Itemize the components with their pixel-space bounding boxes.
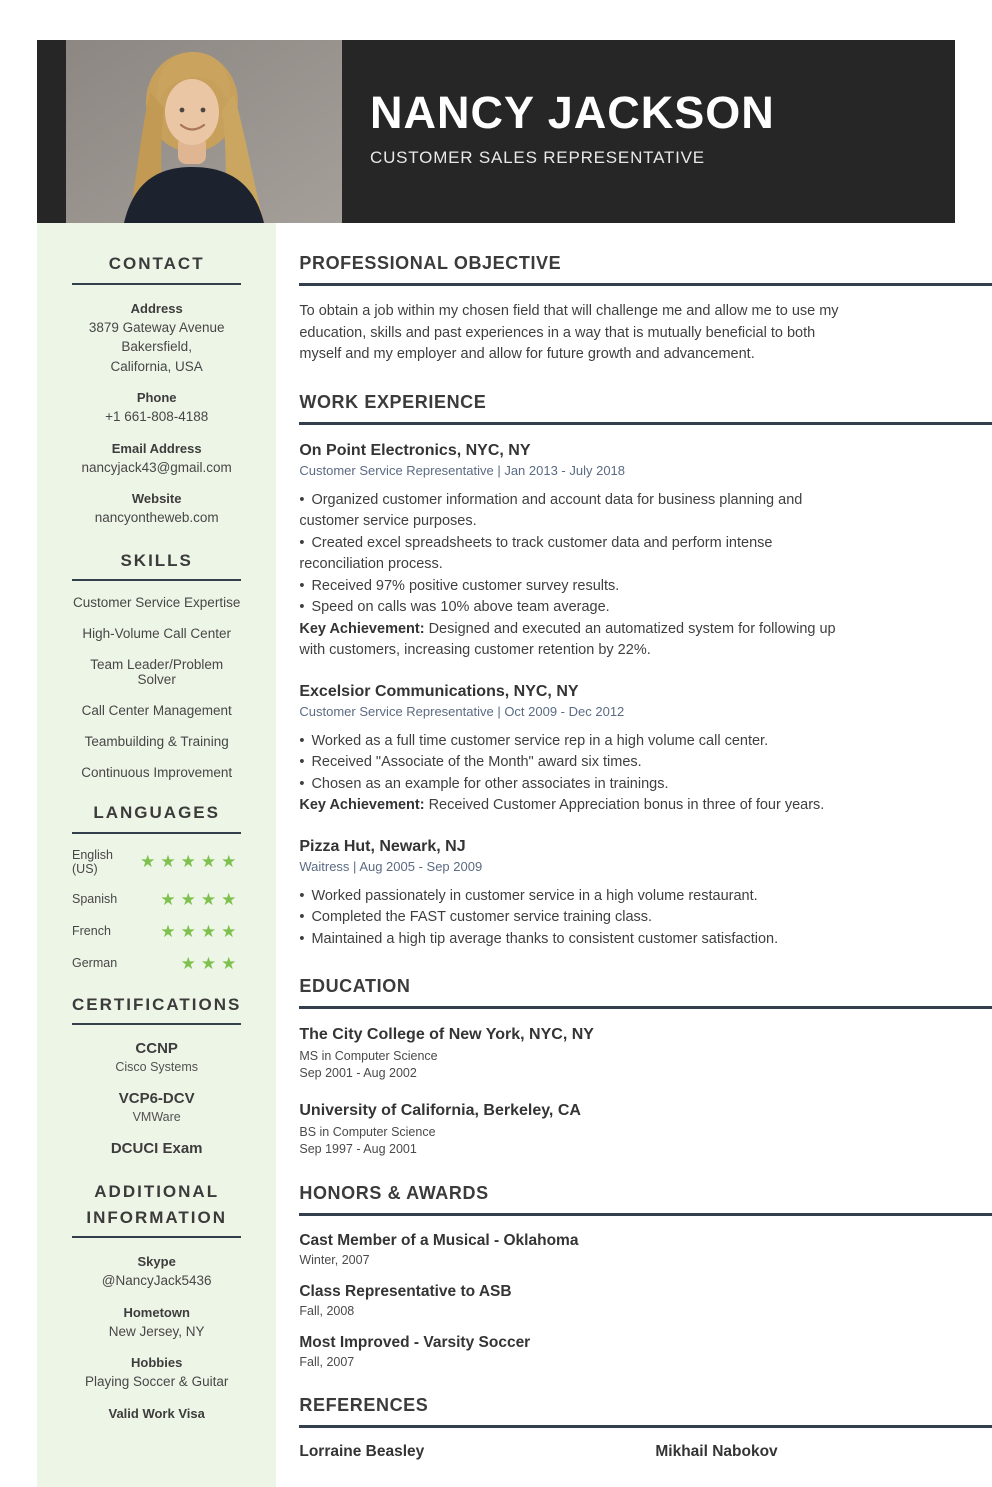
bullet-text: Maintained a high tip average thanks to consistent customer satisfaction. [311,930,779,947]
job-title: Excelsior Communications, NYC, NY [299,682,579,700]
languages-section [72,800,241,972]
language-name: Spanish [72,892,118,906]
bullet-text: Chosen as an example for other associates in trainings. [311,775,669,792]
hobbies-value: Playing Soccer & Guitar [85,1374,229,1389]
bullet-text: Completed the FAST customer service training class. [311,909,653,925]
skills-heading: SKILLS [72,548,241,582]
skill-item: Customer Service Expertise [73,595,241,610]
key-achievement [299,795,857,817]
language-row [72,891,241,908]
hometown-value: New Jersey, NY [108,1323,205,1339]
honor-entry [299,1333,992,1369]
website-value: nancyontheweb.com [94,510,219,525]
bullet-icon: • [299,732,305,749]
language-name: German [72,956,118,970]
contact-email [72,439,241,478]
education-section [299,976,992,1157]
key-achievement-label: Key Achievement: [299,797,425,813]
honor-entry [299,1282,992,1318]
contact-label: Address [130,300,183,316]
address-line: 3879 Gateway Avenue [88,319,225,335]
key-achievement-label: Key Achievement: [299,620,425,637]
certification-item [72,1139,241,1159]
address-line: California, USA [110,358,203,374]
language-name: English (US) [72,847,113,876]
skill-item: Team Leader/Problem Solver [90,657,224,687]
education-degree: MS in Computer Science [299,1049,438,1063]
header-text [370,88,775,168]
job-bullet [299,490,857,533]
certification-item [72,1039,241,1076]
star-rating-icon: ★★★★ [160,889,242,909]
bullet-text: Worked as a full time customer service rep in a high volume call center. [311,732,769,749]
skill-item: Call Center Management [81,703,232,718]
additional-label: Skype [137,1254,176,1269]
bullet-icon: • [299,754,305,770]
job-bullet [299,597,857,619]
address-line: Bakersfield, [121,339,192,354]
job-bullet [299,886,857,908]
contact-label: Phone [136,390,177,405]
additional-hobbies [72,1353,241,1392]
contact-heading: CONTACT [72,251,241,285]
bullet-icon: • [299,491,305,508]
key-achievement [299,619,857,662]
skype-value: @NancyJack5436 [101,1273,212,1288]
header-band [37,40,955,223]
certification-org: VMWare [132,1110,181,1124]
contact-website [72,489,241,528]
email-value: nancyjack43@gmail.com [81,459,232,475]
skill-item: Continuous Improvement [81,765,233,780]
objective-text: To obtain a job within my chosen field that will challenge me and allow me to use my education, skills and past experiences in a way that is mutually beneficial to both myself and my employer and allow for future growth and advancement. [299,303,839,362]
references-heading: REFERENCES [299,1395,992,1428]
additional-skype [72,1252,241,1291]
job-meta: Customer Service Representative | Oct 2009 - Dec 2012 [299,703,625,719]
honor-title: Class Representative to ASB [299,1283,512,1300]
bullet-text: Organized customer information and account data for business planning and customer service purposes. [299,491,803,529]
education-entry [299,1024,992,1081]
contact-section [72,251,241,528]
objective-heading: PROFESSIONAL OBJECTIVE [299,253,992,286]
sidebar [37,223,276,1487]
job-bullet [299,731,857,753]
bullet-text: Created excel spreadsheets to track customer data and perform intense reconciliation process. [299,534,773,572]
work-experience-section [299,392,992,951]
skill-item: High-Volume Call Center [82,626,231,641]
job-title: Pizza Hut, Newark, NJ [299,837,466,855]
star-rating-icon: ★★★★★ [140,852,242,871]
bullet-text: Speed on calls was 10% above team average. [311,599,610,615]
references-section [299,1395,992,1461]
job-entry [299,836,857,951]
bullet-icon: • [299,534,305,551]
language-name: French [72,924,111,938]
contact-label: Website [131,491,182,506]
certification-name: VCP6-DCV [118,1090,195,1107]
honor-date: Fall, 2007 [299,1355,355,1369]
education-heading: EDUCATION [299,976,992,1009]
skill-item: Teambuilding & Training [84,734,229,749]
honor-title: Cast Member of a Musical - Oklahoma [299,1232,579,1249]
additional-label: Hometown [123,1304,190,1320]
certification-name: CCNP [135,1040,178,1057]
skills-section [72,548,241,781]
job-entry [299,681,857,817]
education-entry [299,1100,992,1157]
additional-hometown [72,1303,241,1342]
job-bullet [299,907,857,929]
honors-section [299,1183,992,1369]
bullet-icon: • [299,930,305,947]
contact-label: Email Address [111,440,202,456]
honor-entry [299,1231,992,1267]
key-achievement-text: Designed and executed an automatized system for following up with customers, increasing customer retention by 22%. [299,620,836,658]
bullet-text: Received 97% positive customer survey results. [311,577,620,594]
job-bullet [299,533,857,576]
bullet-icon: • [299,909,305,925]
reference-name: Mikhail Nabokov [655,1443,778,1460]
certification-item [72,1089,241,1126]
language-row [72,848,241,876]
education-dates: Sep 2001 - Aug 2002 [299,1065,417,1080]
bullet-text: Worked passionately in customer service in a high volume restaurant. [311,887,758,904]
additional-work-visa [72,1404,241,1423]
work-experience-heading: WORK EXPERIENCE [299,392,992,425]
job-bullet [299,576,857,598]
person-name: NANCY JACKSON [370,87,775,138]
objective-section [299,253,992,366]
honor-date: Fall, 2008 [299,1304,355,1318]
education-degree: BS in Computer Science [299,1125,436,1139]
bullet-icon: • [299,599,305,615]
additional-label: Hobbies [131,1355,183,1370]
references-row [299,1443,992,1461]
job-meta: Waitress | Aug 2005 - Sep 2009 [299,858,483,874]
job-title: On Point Electronics, NYC, NY [299,441,531,459]
additional-info-section [72,1179,241,1423]
bullet-icon: • [299,577,305,594]
certification-org: Cisco Systems [115,1060,198,1074]
bullet-icon: • [299,887,305,904]
job-bullet [299,929,857,951]
language-row [72,955,241,972]
job-bullet [299,774,857,796]
additional-label: Valid Work Visa [108,1405,205,1421]
star-rating-icon: ★★★★ [160,921,242,941]
additional-info-heading: ADDITIONAL INFORMATION [72,1179,241,1238]
honors-heading: HONORS & AWARDS [299,1183,992,1216]
reference-name: Lorraine Beasley [299,1443,425,1460]
star-rating-icon: ★★★ [180,953,242,973]
honor-title: Most Improved - Varsity Soccer [299,1334,531,1351]
phone-value: +1 661-808-4188 [105,409,209,424]
job-meta: Customer Service Representative | Jan 2013 - July 2018 [299,462,626,478]
bullet-text: Received "Associate of the Month" award six times. [311,754,642,770]
certifications-heading: CERTIFICATIONS [72,992,241,1026]
main-content [276,223,992,1487]
person-role: CUSTOMER SALES REPRESENTATIVE [370,148,705,167]
contact-phone [72,388,241,427]
education-school: The City College of New York, NYC, NY [299,1026,594,1043]
portrait-illustration [66,40,342,223]
job-bullet [299,752,857,774]
languages-heading: LANGUAGES [72,800,241,834]
bullet-icon: • [299,775,305,792]
profile-photo [66,40,342,223]
job-entry [299,440,857,662]
key-achievement-text: Received Customer Appreciation bonus in three of four years. [428,797,825,813]
honor-date: Winter, 2007 [299,1253,370,1267]
certification-name: DCUCI Exam [110,1140,203,1157]
contact-address [72,299,241,377]
education-school: University of California, Berkeley, CA [299,1102,581,1119]
resume-page [37,40,955,1487]
certifications-section [72,992,241,1160]
education-dates: Sep 1997 - Aug 2001 [299,1141,417,1156]
language-row [72,923,241,940]
